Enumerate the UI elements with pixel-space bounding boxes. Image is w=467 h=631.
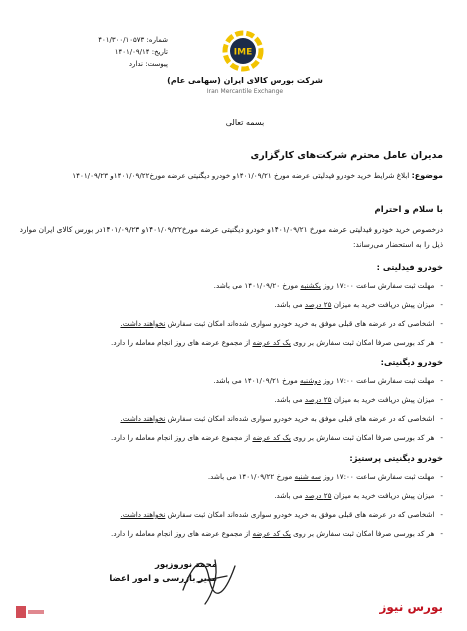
ime-logo-icon <box>222 30 264 72</box>
list-item: -هر کد بورسی صرفا امکان ثبت سفارش بر روی یک کد عرضه از مجموع عرضه های روز انجام معامله را دارد. <box>111 433 443 442</box>
signature-icon <box>175 548 245 608</box>
list-item: -میزان پیش دریافت خرید به میزان ۲۵ درصد می باشد. <box>274 300 443 309</box>
news-watermark-icon <box>14 602 46 622</box>
footer-brand: بورس نیوز <box>379 600 443 614</box>
section-title: خودرو دیگنیتی: <box>380 357 443 367</box>
list-item: -هر کد بورسی صرفا امکان ثبت سفارش بر روی یک کد عرضه از مجموع عرضه های روز انجام معامله را دارد. <box>111 338 443 347</box>
letter-attachment: پیوست: ندارد <box>128 60 168 68</box>
intro-paragraph: درخصوص خرید خودرو فیدلیتی عرضه مورخ ۱۴۰۱/۰۹/۲۱و خودرو دیگنیتی عرضه مورخ۱۴۰۱/۰۹/۲۲و ۱۴۰۱/۰۹/۲۳در بورس کالای ایران موارد ذیل را به استحضار می‌رساند: <box>19 225 443 249</box>
section-title: خودرو فیدلیتی : <box>376 262 443 272</box>
list-item: -مهلت ثبت سفارش ساعت ۱۷:۰۰ روز یکشنبه مورخ ۱۴۰۱/۰۹/۲۰ می باشد. <box>213 281 443 290</box>
list-item: -میزان پیش دریافت خرید به میزان ۲۵ درصد می باشد. <box>274 491 443 500</box>
signatory-name: محمد نوروزپور <box>155 560 217 570</box>
letter-number: شماره: ۴۰۱/۳۰۰/۱۰۵۷۳ <box>98 36 168 44</box>
greeting: با سلام و احترام <box>374 205 443 215</box>
subject-line <box>18 170 443 182</box>
list-item: -اشخاصی که در عرضه های قبلی موفق به خرید خودرو سواری شده‌اند امکان ثبت سفارش نخواهند داشت. <box>120 414 443 423</box>
list-item: -مهلت ثبت سفارش ساعت ۱۷:۰۰ روز سه شنبه مورخ ۱۴۰۱/۰۹/۲۲ می باشد. <box>207 472 443 481</box>
list-item: -اشخاصی که در عرضه های قبلی موفق به خرید خودرو سواری شده‌اند امکان ثبت سفارش نخواهند داشت. <box>120 510 443 519</box>
company-name: شرکت بورس کالای ایران (سهامی عام) <box>167 76 323 85</box>
company-name-english: Iran Mercantile Exchange <box>206 88 284 95</box>
signatory-title: مدیر بازرسی و امور اعضا <box>109 574 217 584</box>
letter-meta <box>58 34 168 70</box>
logo-mark-text: IME <box>233 47 253 58</box>
list-item: -هر کد بورسی صرفا امکان ثبت سفارش بر روی یک کد عرضه از مجموع عرضه های روز انجام معامله را دارد. <box>111 529 443 538</box>
subject-text: ابلاغ شرایط خرید خودرو فیدلیتی عرضه مورخ ۱۴۰۱/۰۹/۲۱و خودرو دیگنیتی عرضه مورخ۱۴۰۱/۰۹/۲۲و ۱۴۰۱/۰۹/۲۳ <box>72 171 410 180</box>
addressee: مدیران عامل محترم شرکت‌های کارگزاری <box>250 150 443 161</box>
list-item: -اشخاصی که در عرضه های قبلی موفق به خرید خودرو سواری شده‌اند امکان ثبت سفارش نخواهند داشت. <box>120 319 443 328</box>
list-item: -مهلت ثبت سفارش ساعت ۱۷:۰۰ روز دوشنبه مورخ ۱۴۰۱/۰۹/۲۱ می باشد. <box>213 376 443 385</box>
subject-label: موضوع: <box>411 171 443 180</box>
basmeh-heading: بسمه تعالی <box>225 118 265 127</box>
letter-date: تاریخ: ۱۴۰۱/۰۹/۱۴ <box>114 48 168 56</box>
list-item: -میزان پیش دریافت خرید به میزان ۲۵ درصد می باشد. <box>274 395 443 404</box>
section-title: خودرو دیگنیتی پرستیژ: <box>349 453 443 463</box>
